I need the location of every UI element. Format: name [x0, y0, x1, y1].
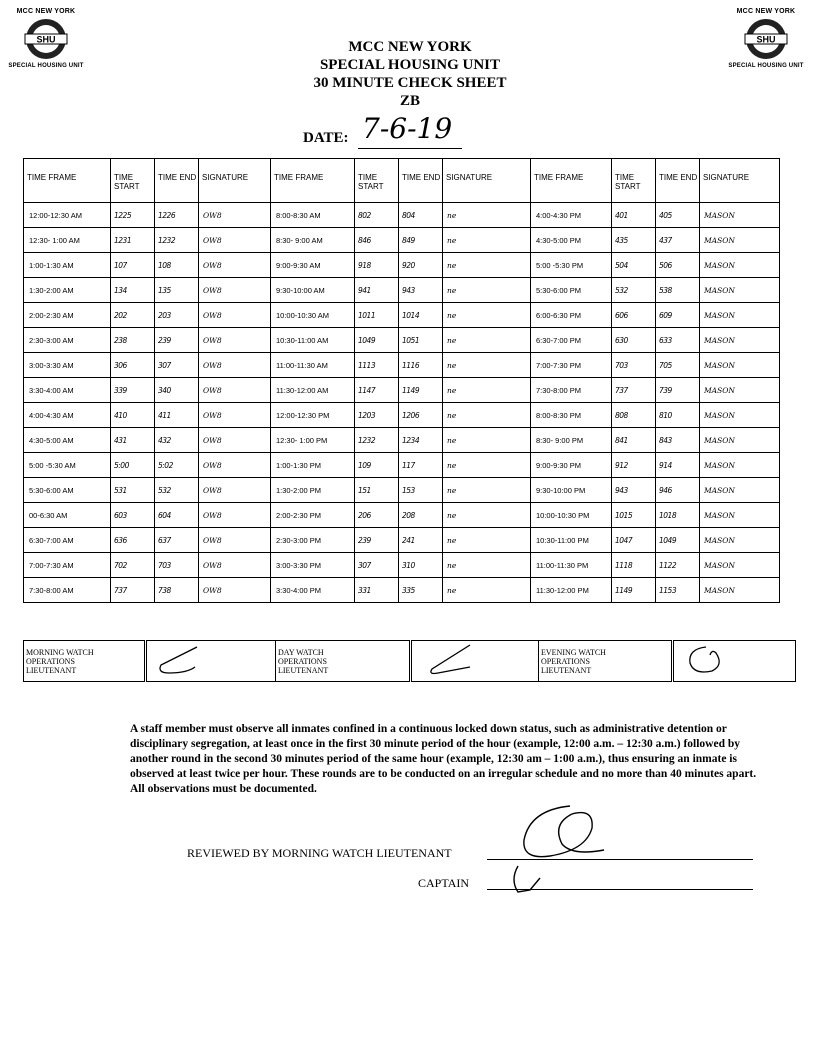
signature-cell: ne [443, 403, 531, 428]
signature-cell: OW8 [199, 328, 271, 353]
time-end-cell: 739 [656, 378, 700, 403]
table-row [24, 228, 780, 253]
time-end-cell: 1116 [399, 353, 443, 378]
time-frame-cell: 9:00-9:30 PM [531, 453, 612, 478]
signature-cell: ne [443, 328, 531, 353]
time-end-cell: 135 [155, 278, 199, 303]
time-end-cell: 310 [399, 553, 443, 578]
time-end-cell: 843 [656, 428, 700, 453]
time-start-cell: 134 [111, 278, 155, 303]
lieutenant-signature-icon [500, 800, 620, 900]
time-end-cell: 1234 [399, 428, 443, 453]
signature-cell: ne [443, 528, 531, 553]
time-frame-cell: 3:00-3:30 AM [24, 353, 111, 378]
time-frame-cell: 5:30-6:00 AM [24, 478, 111, 503]
time-start-cell: 1011 [355, 303, 399, 328]
table-row [24, 428, 780, 453]
signature-cell: ne [443, 203, 531, 228]
time-start-cell: 1231 [111, 228, 155, 253]
time-frame-cell: 12:30- 1:00 AM [24, 228, 111, 253]
signature-scribble-icon [414, 643, 484, 677]
time-start-cell: 1149 [612, 578, 656, 603]
time-end-cell: 108 [155, 253, 199, 278]
time-frame-cell: 5:30-6:00 PM [531, 278, 612, 303]
time-start-cell: 808 [612, 403, 656, 428]
signature-cell: MASON [700, 203, 780, 228]
time-start-cell: 1203 [355, 403, 399, 428]
time-end-cell: 633 [656, 328, 700, 353]
time-end-cell: 703 [155, 553, 199, 578]
signature-cell: MASON [700, 478, 780, 503]
time-frame-cell: 4:00-4:30 PM [531, 203, 612, 228]
signature-cell: ne [443, 278, 531, 303]
date-underline [358, 148, 462, 149]
table-header-row [24, 159, 780, 203]
time-frame-cell: 2:30-3:00 AM [24, 328, 111, 353]
time-frame-cell: 11:30-12:00 AM [271, 378, 355, 403]
time-frame-cell: 00-6:30 AM [24, 503, 111, 528]
table-row [24, 503, 780, 528]
time-start-cell: 912 [612, 453, 656, 478]
col-header-time-end: TIME END [399, 159, 443, 203]
time-end-cell: 738 [155, 578, 199, 603]
table-row [24, 303, 780, 328]
signature-cell: OW8 [199, 353, 271, 378]
time-end-cell: 411 [155, 403, 199, 428]
time-start-cell: 1049 [355, 328, 399, 353]
time-frame-cell: 8:00-8:30 AM [271, 203, 355, 228]
table-row [24, 478, 780, 503]
header-line-3: 30 MINUTE CHECK SHEET [313, 75, 507, 91]
signature-cell: MASON [700, 453, 780, 478]
signature-cell: OW8 [199, 578, 271, 603]
time-start-cell: 306 [111, 353, 155, 378]
time-start-cell: 1015 [612, 503, 656, 528]
signature-cell: ne [443, 453, 531, 478]
time-frame-cell: 6:30-7:00 AM [24, 528, 111, 553]
table-row [24, 353, 780, 378]
svg-text:SHU: SHU [36, 34, 56, 45]
col-header-time-frame: TIME FRAME [531, 159, 612, 203]
table-row [24, 553, 780, 578]
time-frame-cell: 1:00-1:30 PM [271, 453, 355, 478]
time-start-cell: 636 [111, 528, 155, 553]
date-value: 7-6-19 [362, 112, 453, 145]
col-header-signature: SIGNATURE [443, 159, 531, 203]
time-end-cell: 810 [656, 403, 700, 428]
signature-cell: ne [443, 428, 531, 453]
time-frame-cell: 9:00-9:30 AM [271, 253, 355, 278]
time-start-cell: 1147 [355, 378, 399, 403]
signature-cell: OW8 [199, 228, 271, 253]
time-frame-cell: 12:00-12:30 AM [24, 203, 111, 228]
signature-cell: OW8 [199, 478, 271, 503]
time-start-cell: 1047 [612, 528, 656, 553]
evening-watch-label: EVENING WATCH OPERATIONS LIEUTENANT [539, 641, 673, 682]
time-frame-cell: 7:30-8:00 AM [24, 578, 111, 603]
time-frame-cell: 4:00-4:30 AM [24, 403, 111, 428]
time-start-cell: 435 [612, 228, 656, 253]
signature-cell: ne [443, 478, 531, 503]
time-end-cell: 849 [399, 228, 443, 253]
time-frame-cell: 6:00-6:30 PM [531, 303, 612, 328]
time-end-cell: 609 [656, 303, 700, 328]
time-start-cell: 841 [612, 428, 656, 453]
col-header-time-frame: TIME FRAME [271, 159, 355, 203]
time-frame-cell: 2:00-2:30 AM [24, 303, 111, 328]
header-line-1: MCC NEW YORK [348, 39, 472, 55]
time-end-cell: 538 [656, 278, 700, 303]
date-label: DATE: [303, 130, 349, 146]
time-start-cell: 307 [355, 553, 399, 578]
lieutenant-signoff [23, 640, 796, 682]
time-frame-cell: 10:30-11:00 AM [271, 328, 355, 353]
time-end-cell: 532 [155, 478, 199, 503]
time-frame-cell: 11:30-12:00 PM [531, 578, 612, 603]
signature-cell: ne [443, 253, 531, 278]
signature-scribble-icon [149, 643, 209, 677]
signature-cell: MASON [700, 253, 780, 278]
logo-bottom-text: SPECIAL HOUSING UNIT [728, 63, 804, 69]
time-end-cell: 335 [399, 578, 443, 603]
day-watch-label: DAY WATCH OPERATIONS LIEUTENANT [276, 641, 411, 682]
logo-left [2, 8, 90, 69]
time-frame-cell: 1:30-2:00 PM [271, 478, 355, 503]
table-row [24, 203, 780, 228]
time-start-cell: 846 [355, 228, 399, 253]
time-end-cell: 1018 [656, 503, 700, 528]
time-start-cell: 239 [355, 528, 399, 553]
signature-cell: ne [443, 228, 531, 253]
signature-cell: ne [443, 303, 531, 328]
time-end-cell: 437 [656, 228, 700, 253]
col-header-time-start: TIME START [355, 159, 399, 203]
col-header-time-end: TIME END [656, 159, 700, 203]
table-row [24, 453, 780, 478]
time-start-cell: 1118 [612, 553, 656, 578]
time-start-cell: 606 [612, 303, 656, 328]
table-row [24, 528, 780, 553]
time-start-cell: 107 [111, 253, 155, 278]
time-start-cell: 943 [612, 478, 656, 503]
time-start-cell: 431 [111, 428, 155, 453]
time-frame-cell: 10:00-10:30 PM [531, 503, 612, 528]
time-frame-cell: 7:00-7:30 PM [531, 353, 612, 378]
time-frame-cell: 2:30-3:00 PM [271, 528, 355, 553]
time-frame-cell: 3:30-4:00 PM [271, 578, 355, 603]
time-end-cell: 946 [656, 478, 700, 503]
evening-watch-signature [673, 641, 796, 682]
time-start-cell: 401 [612, 203, 656, 228]
time-frame-cell: 12:30- 1:00 PM [271, 428, 355, 453]
time-end-cell: 1153 [656, 578, 700, 603]
time-end-cell: 117 [399, 453, 443, 478]
time-frame-cell: 5:00 -5:30 PM [531, 253, 612, 278]
time-frame-cell: 11:00-11:30 AM [271, 353, 355, 378]
logo-top-text: MCC NEW YORK [16, 8, 76, 15]
time-frame-cell: 9:30-10:00 AM [271, 278, 355, 303]
col-header-signature: SIGNATURE [700, 159, 780, 203]
time-end-cell: 705 [656, 353, 700, 378]
signature-cell: OW8 [199, 378, 271, 403]
signature-cell: MASON [700, 428, 780, 453]
time-end-cell: 405 [656, 203, 700, 228]
time-start-cell: 702 [111, 553, 155, 578]
time-frame-cell: 3:00-3:30 PM [271, 553, 355, 578]
signature-cell: ne [443, 578, 531, 603]
signature-cell: OW8 [199, 203, 271, 228]
time-frame-cell: 1:00-1:30 AM [24, 253, 111, 278]
time-start-cell: 630 [612, 328, 656, 353]
time-frame-cell: 8:30- 9:00 PM [531, 428, 612, 453]
time-start-cell: 802 [355, 203, 399, 228]
time-frame-cell: 4:30-5:00 AM [24, 428, 111, 453]
time-frame-cell: 11:00-11:30 PM [531, 553, 612, 578]
signature-cell: MASON [700, 403, 780, 428]
time-start-cell: 109 [355, 453, 399, 478]
col-header-time-frame: TIME FRAME [24, 159, 111, 203]
time-frame-cell: 6:30-7:00 PM [531, 328, 612, 353]
logo-top-text: MCC NEW YORK [736, 8, 796, 15]
check-table [23, 158, 780, 603]
time-end-cell: 340 [155, 378, 199, 403]
signature-scribble-icon [676, 643, 736, 677]
document-header [240, 38, 580, 110]
time-end-cell: 1226 [155, 203, 199, 228]
time-end-cell: 1014 [399, 303, 443, 328]
signature-cell: ne [443, 503, 531, 528]
time-end-cell: 241 [399, 528, 443, 553]
morning-watch-label: MORNING WATCH OPERATIONS LIEUTENANT [24, 641, 146, 682]
time-start-cell: 238 [111, 328, 155, 353]
time-start-cell: 941 [355, 278, 399, 303]
signature-cell: OW8 [199, 303, 271, 328]
signature-cell: MASON [700, 328, 780, 353]
time-end-cell: 239 [155, 328, 199, 353]
svg-text:SHU: SHU [756, 34, 776, 45]
time-start-cell: 531 [111, 478, 155, 503]
time-end-cell: 920 [399, 253, 443, 278]
signature-cell: OW8 [199, 253, 271, 278]
time-frame-cell: 3:30-4:00 AM [24, 378, 111, 403]
signature-cell: OW8 [199, 428, 271, 453]
time-start-cell: 603 [111, 503, 155, 528]
time-start-cell: 331 [355, 578, 399, 603]
table-row [24, 253, 780, 278]
signature-cell: OW8 [199, 453, 271, 478]
time-end-cell: 914 [656, 453, 700, 478]
time-end-cell: 943 [399, 278, 443, 303]
header-line-2: SPECIAL HOUSING UNIT [319, 57, 501, 73]
time-end-cell: 307 [155, 353, 199, 378]
time-end-cell: 5:02 [155, 453, 199, 478]
signature-cell: MASON [700, 528, 780, 553]
time-frame-cell: 7:30-8:00 PM [531, 378, 612, 403]
signature-cell: MASON [700, 353, 780, 378]
time-end-cell: 1206 [399, 403, 443, 428]
captain-label: CAPTAIN [418, 876, 470, 890]
time-start-cell: 532 [612, 278, 656, 303]
time-frame-cell: 8:00-8:30 PM [531, 403, 612, 428]
reviewed-by-label: REVIEWED BY MORNING WATCH LIEUTENANT [187, 846, 452, 860]
time-end-cell: 604 [155, 503, 199, 528]
time-end-cell: 153 [399, 478, 443, 503]
time-end-cell: 804 [399, 203, 443, 228]
signature-cell: MASON [700, 278, 780, 303]
logo-right [722, 8, 810, 69]
time-start-cell: 504 [612, 253, 656, 278]
time-frame-cell: 1:30-2:00 AM [24, 278, 111, 303]
day-watch-signature [411, 641, 539, 682]
time-start-cell: 151 [355, 478, 399, 503]
logo-bottom-text: SPECIAL HOUSING UNIT [8, 63, 84, 69]
signature-cell: MASON [700, 378, 780, 403]
signature-cell: OW8 [199, 503, 271, 528]
table-row [24, 278, 780, 303]
time-end-cell: 1232 [155, 228, 199, 253]
time-start-cell: 410 [111, 403, 155, 428]
table-row [24, 403, 780, 428]
signature-cell: MASON [700, 503, 780, 528]
seal-icon [21, 17, 71, 61]
table-row [24, 328, 780, 353]
signature-cell: MASON [700, 578, 780, 603]
signature-cell: ne [443, 378, 531, 403]
signature-cell: MASON [700, 553, 780, 578]
time-start-cell: 202 [111, 303, 155, 328]
col-header-time-start: TIME START [612, 159, 656, 203]
time-frame-cell: 7:00-7:30 AM [24, 553, 111, 578]
time-frame-cell: 10:00-10:30 AM [271, 303, 355, 328]
signature-cell: OW8 [199, 278, 271, 303]
time-frame-cell: 4:30-5:00 PM [531, 228, 612, 253]
signature-cell: OW8 [199, 553, 271, 578]
signature-cell: ne [443, 353, 531, 378]
time-start-cell: 918 [355, 253, 399, 278]
time-start-cell: 1232 [355, 428, 399, 453]
time-end-cell: 432 [155, 428, 199, 453]
time-start-cell: 206 [355, 503, 399, 528]
time-frame-cell: 2:00-2:30 PM [271, 503, 355, 528]
time-start-cell: 1113 [355, 353, 399, 378]
signature-cell: ne [443, 553, 531, 578]
seal-icon [741, 17, 791, 61]
time-end-cell: 208 [399, 503, 443, 528]
time-end-cell: 1149 [399, 378, 443, 403]
time-frame-cell: 5:00 -5:30 AM [24, 453, 111, 478]
time-start-cell: 1225 [111, 203, 155, 228]
time-start-cell: 737 [111, 578, 155, 603]
col-header-time-start: TIME START [111, 159, 155, 203]
table-row [24, 578, 780, 603]
time-end-cell: 203 [155, 303, 199, 328]
time-end-cell: 1049 [656, 528, 700, 553]
signature-cell: MASON [700, 228, 780, 253]
col-header-signature: SIGNATURE [199, 159, 271, 203]
time-end-cell: 1122 [656, 553, 700, 578]
time-frame-cell: 12:00-12:30 PM [271, 403, 355, 428]
time-frame-cell: 9:30-10:00 PM [531, 478, 612, 503]
time-start-cell: 703 [612, 353, 656, 378]
time-frame-cell: 10:30-11:00 PM [531, 528, 612, 553]
signature-cell: MASON [700, 303, 780, 328]
morning-watch-signature [146, 641, 276, 682]
time-frame-cell: 8:30- 9:00 AM [271, 228, 355, 253]
time-end-cell: 1051 [399, 328, 443, 353]
time-start-cell: 339 [111, 378, 155, 403]
policy-notice: A staff member must observe all inmates confined in a continuous locked down status, such as administrative detention or disciplinary segregation, at least once in the first 30 minute period of the hour (example, 12:00 a.m. – 12:30 a.m.) followed by another round in the second 30 minutes period of the same hour (example, 12:30 am – 1:00 a.m.), thus ensuring an inmate is observed at least twice per hour. These rounds are to be conducted on an irregular schedule and no more than 40 minutes apart. All observations must be documented. [130, 723, 757, 795]
time-start-cell: 737 [612, 378, 656, 403]
time-end-cell: 506 [656, 253, 700, 278]
signature-cell: OW8 [199, 403, 271, 428]
table-row [24, 378, 780, 403]
time-end-cell: 637 [155, 528, 199, 553]
signature-cell: OW8 [199, 528, 271, 553]
time-start-cell: 5:00 [111, 453, 155, 478]
header-line-4: ZB [399, 93, 420, 109]
col-header-time-end: TIME END [155, 159, 199, 203]
